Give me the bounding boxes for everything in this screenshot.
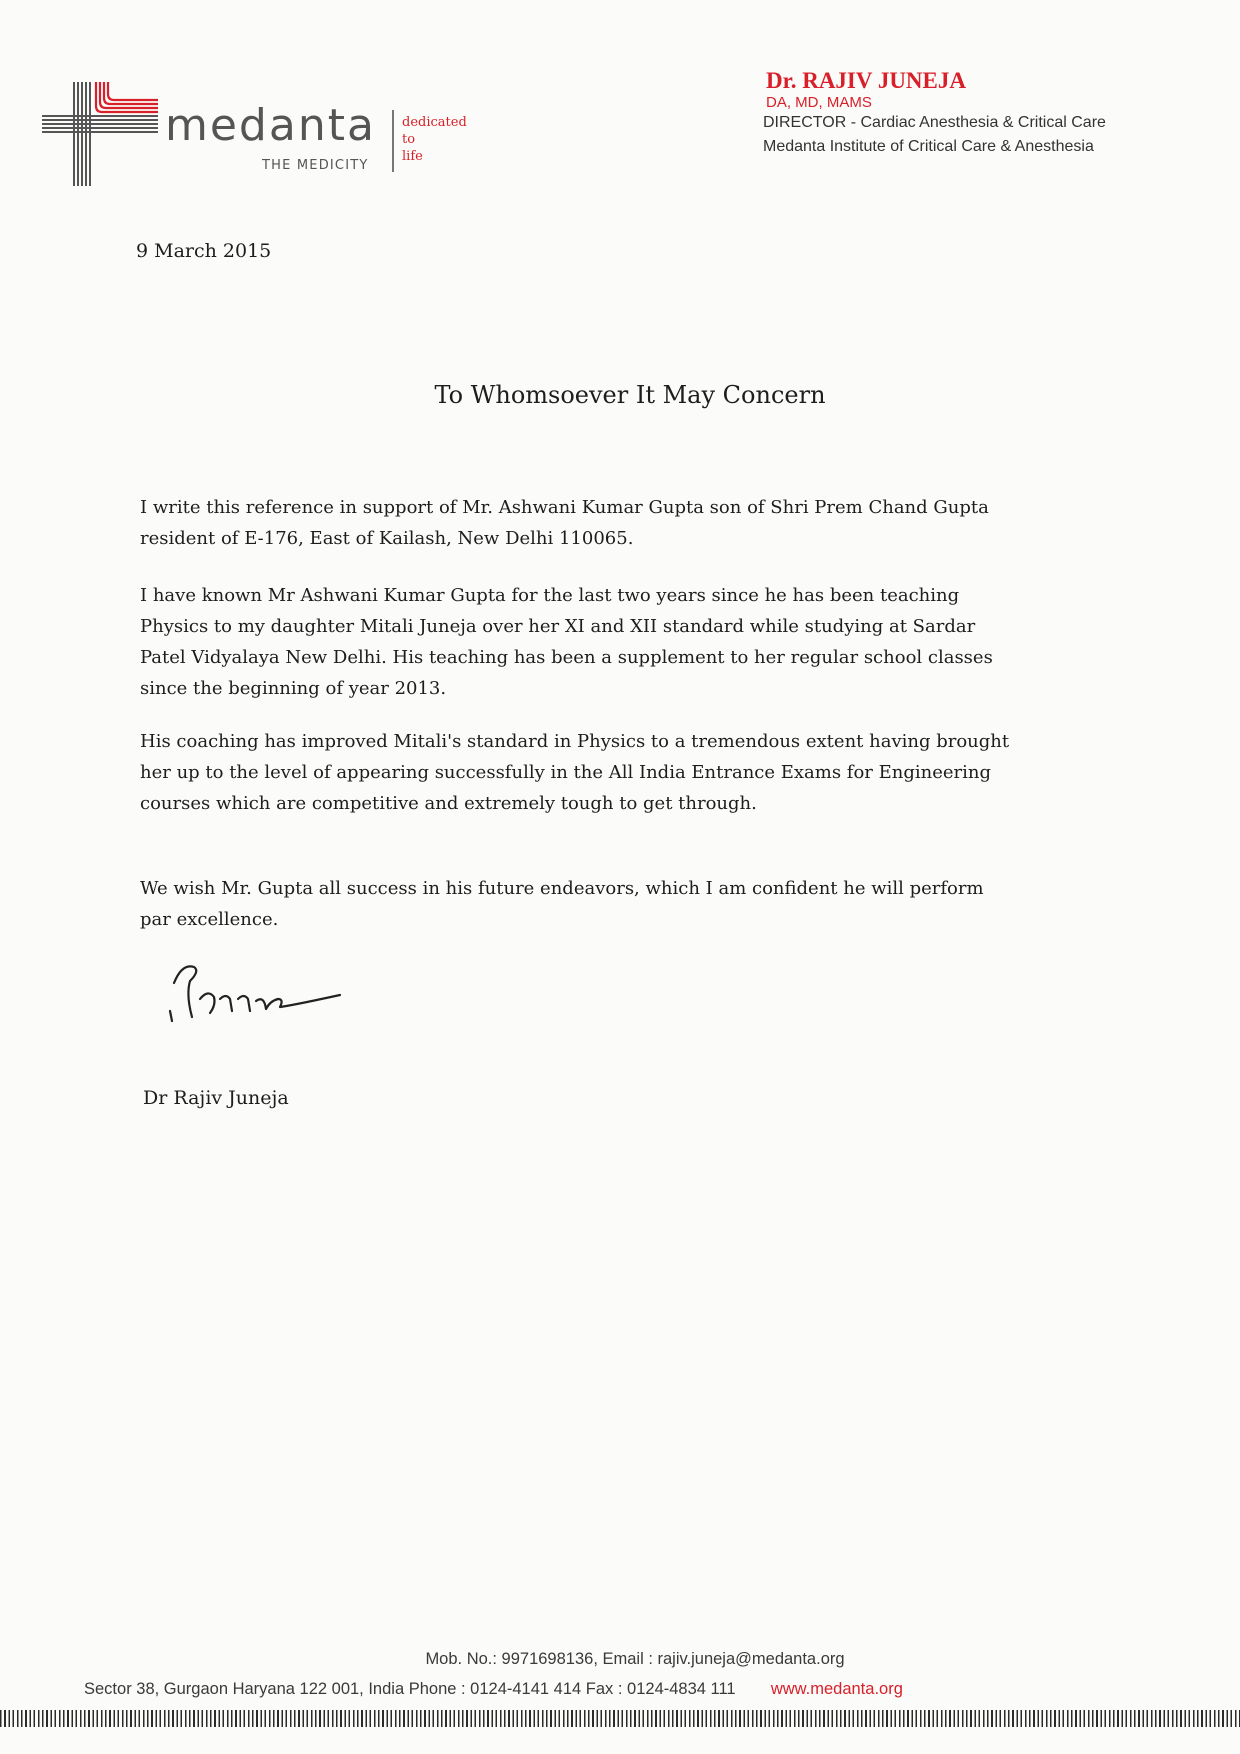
doctor-name: Dr. RAJIV JUNEJA [766, 68, 966, 93]
letterhead-info [763, 68, 1203, 159]
paragraph-3: His coaching has improved Mitali's standard in Physics to a tremendous extent having brought her up to the level of appearing successfully in the All India Entrance Exams for Engineering courses which are competitive and extremely tough to get through. [140, 731, 1010, 814]
doctor-qualifications: DA, MD, MAMS [766, 94, 872, 111]
doctor-designation: DIRECTOR - Cardiac Anesthesia & Critical Care [763, 114, 1106, 131]
dedication-word-2: to [402, 132, 416, 147]
footer-barcode-strip [0, 1710, 1240, 1727]
cross-logo-icon [40, 80, 165, 190]
footer-address-line [84, 1680, 903, 1699]
letter-date: 9 March 2015 [136, 240, 272, 262]
logo-divider [392, 110, 394, 172]
dedication-word-1: dedicated [402, 115, 467, 130]
paragraph-2: I have known Mr Ashwani Kumar Gupta for the last two years since he has been teaching Physics to my daughter Mitali Juneja over her XI and XII standard while studying at Sardar Patel Vidyalaya New Delhi. His teaching has been a supplement to her regular school classes since the beginning of year 2013. [140, 585, 993, 699]
handwritten-signature [160, 955, 380, 1045]
letter-subject: To Whomsoever It May Concern [434, 381, 826, 409]
logo-tagline: THE MEDICITY [262, 158, 369, 173]
logo-wordmark: medanta [165, 100, 376, 151]
institute-name: Medanta Institute of Critical Care & Anesthesia [763, 138, 1094, 155]
dedication-word-3: life [402, 149, 423, 164]
medanta-logo [40, 80, 480, 190]
signatory-name: Dr Rajiv Juneja [143, 1087, 289, 1109]
paragraph-1: I write this reference in support of Mr. Ashwani Kumar Gupta son of Shri Prem Chand Gupta resident of E-176, East of Kailash, New Delhi 110065. [140, 497, 989, 549]
footer-website-link[interactable]: www.medanta.org [770, 1680, 903, 1698]
logo-dedication [402, 114, 467, 165]
paragraph-4: We wish Mr. Gupta all success in his future endeavors, which I am confident he will perform par excellence. [140, 878, 984, 930]
footer-contact: Mob. No.: 9971698136, Email : rajiv.juneja@medanta.org [425, 1650, 845, 1668]
footer-address: Sector 38, Gurgaon Haryana 122 001, India Phone : 0124-4141 414 Fax : 0124-4834 111 [84, 1680, 736, 1698]
